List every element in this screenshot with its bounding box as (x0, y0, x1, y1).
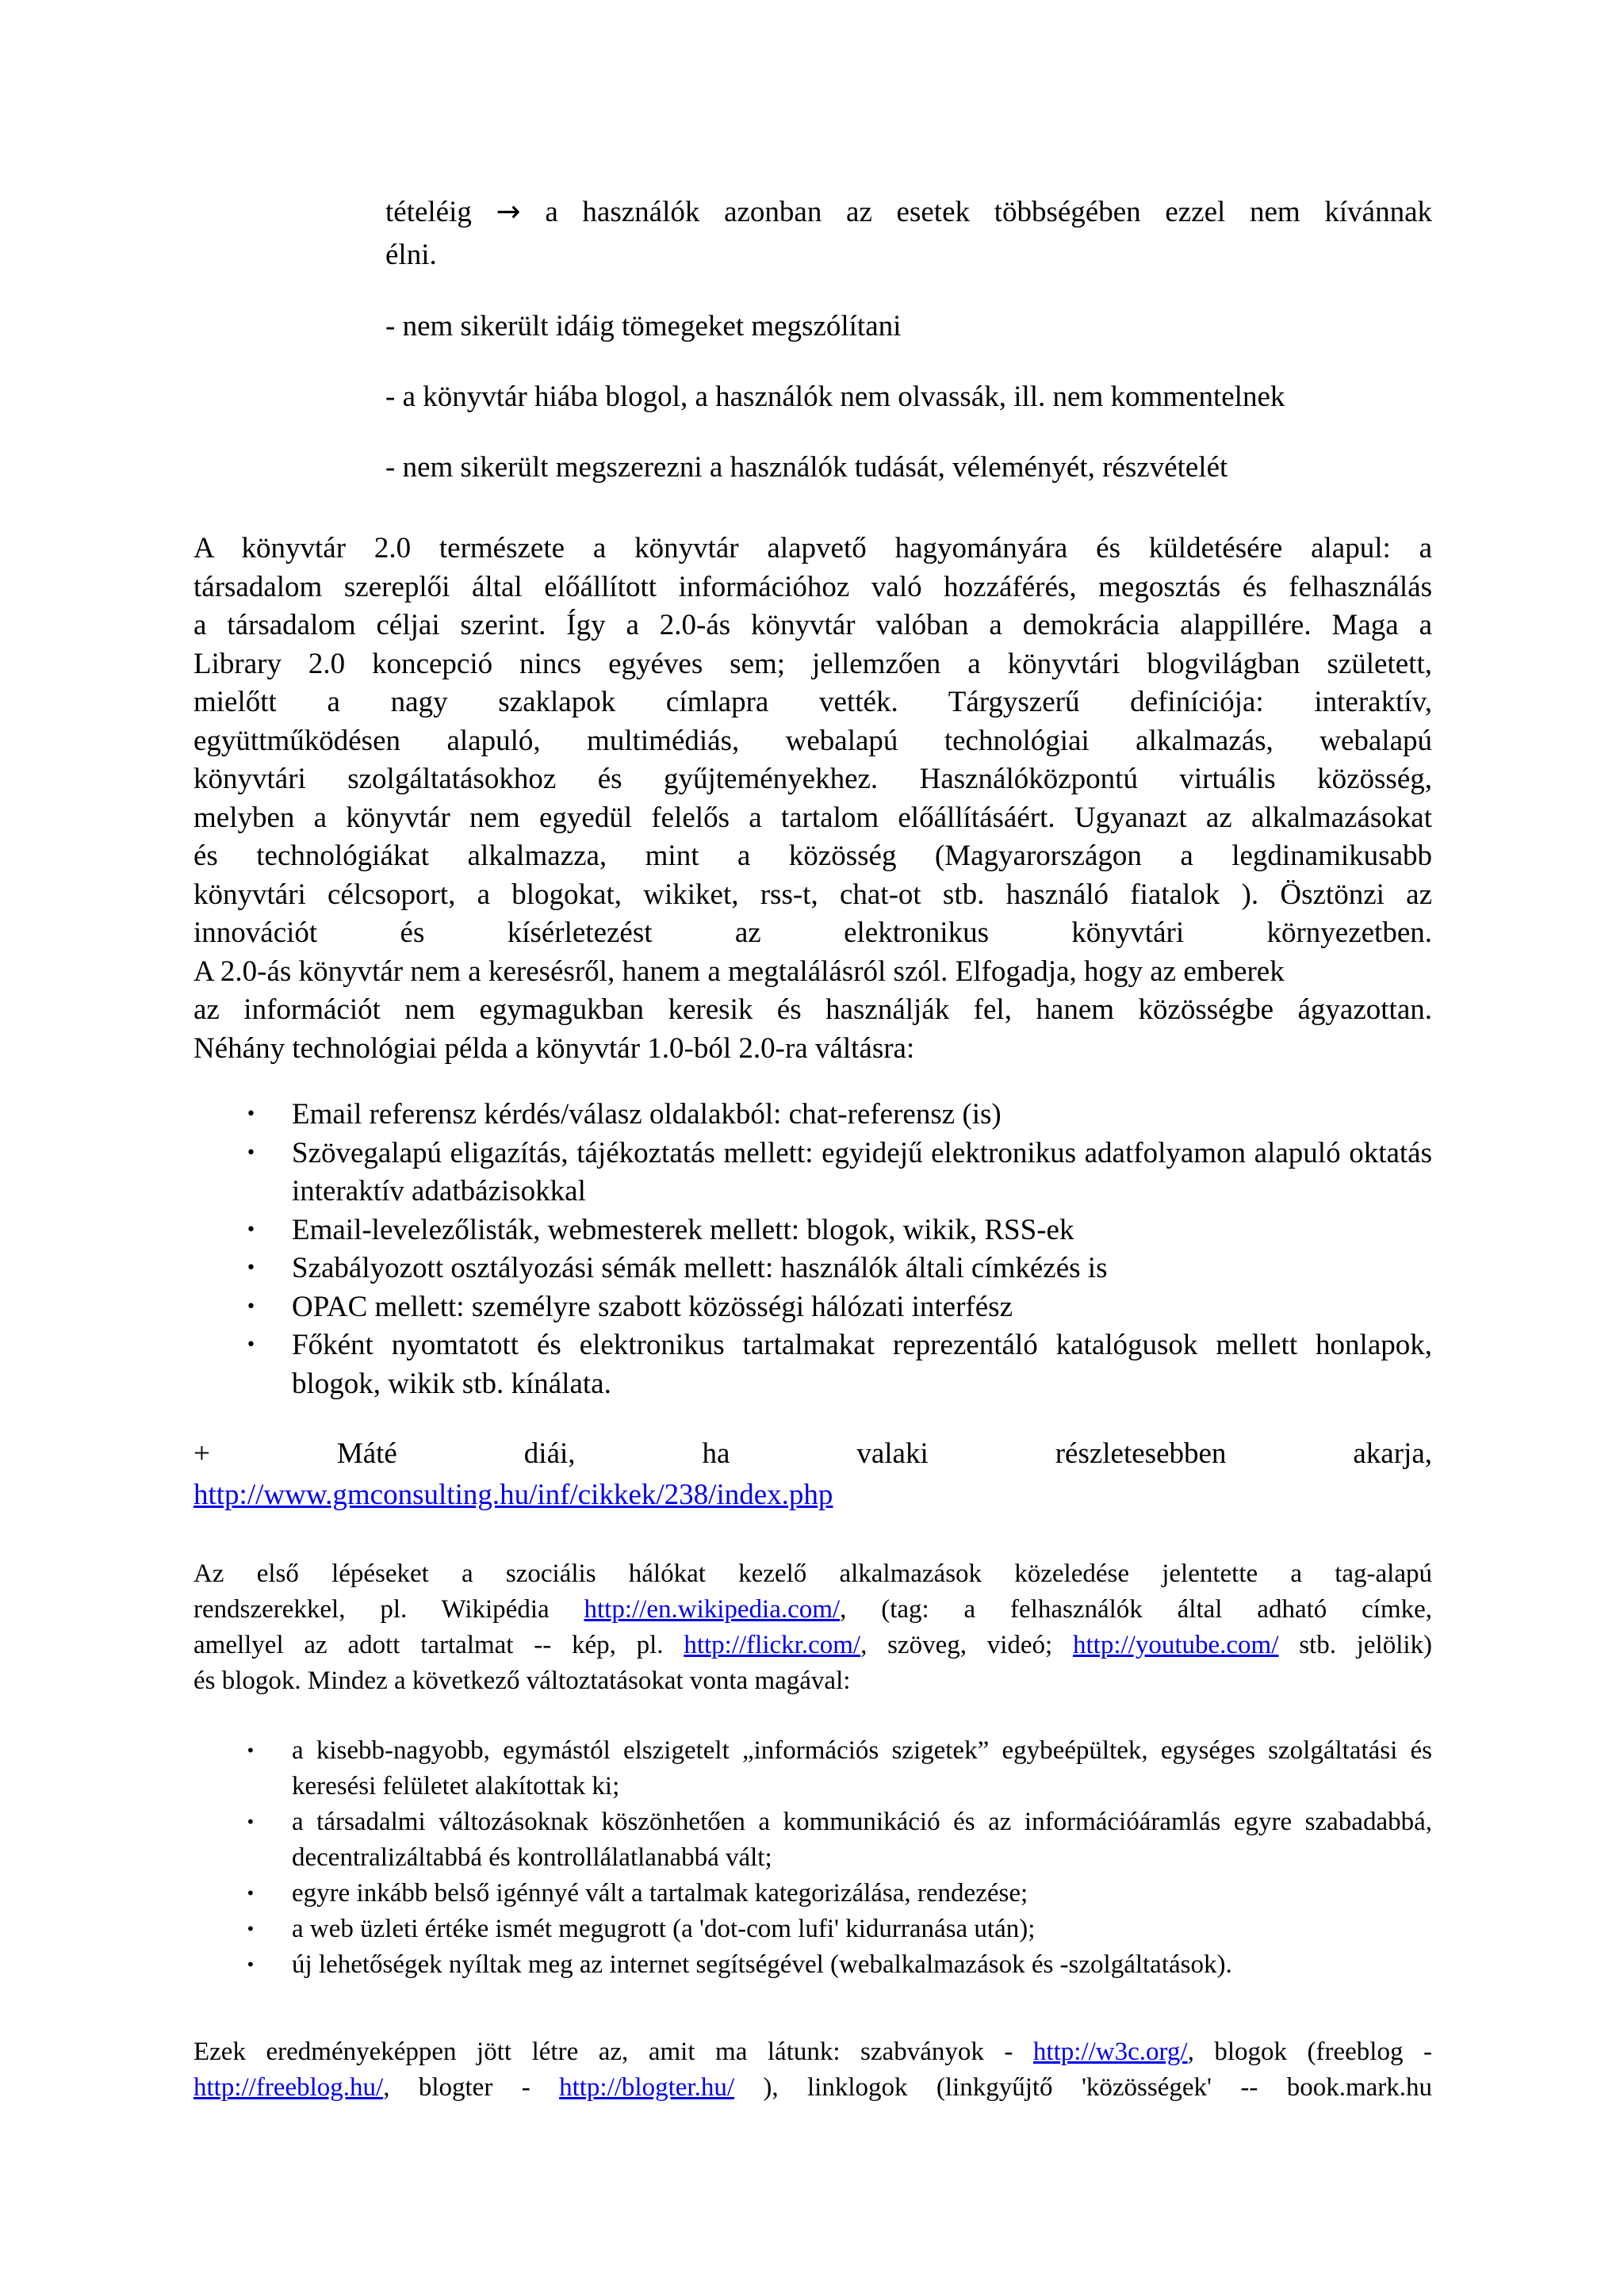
list-item: • a társadalmi változásoknak köszönhetően a kommunikáció és az információáramlás egyre szabadabbá, decentralizáltabbá és kontrollálatlanabbá vált; (193, 1804, 1432, 1876)
main-line: és technológiákat alkalmazza, mint a közösség (Magyarországon a legdinamikusabb (193, 840, 1432, 872)
list-item: • új lehetőségek nyíltak meg az internet segítségével (webalkalmazások és -szolgáltatások). (193, 1947, 1432, 1983)
small-line: Az első lépéseket a szociális hálókat kezelő alkalmazások közeledése jelentette a tag-alapú (193, 1559, 1432, 1588)
list-item: • Email-levelezőlisták, webmesterek mellett: blogok, wikik, RSS-ek (193, 1211, 1432, 1250)
main-line: Néhány technológiai példa a könyvtár 1.0-ból 2.0-ra váltásra: (193, 1031, 915, 1065)
main-paragraph (193, 530, 1432, 1068)
list-item: • a web üzleti értéke ismét megugrott (a 'dot-com lufi' kidurranása után); (193, 1911, 1432, 1947)
list-item: • Email referensz kérdés/válasz oldalakból: chat-referensz (is) (193, 1096, 1432, 1135)
bullet-icon: • (246, 1335, 256, 1355)
flickr-link[interactable]: http://flickr.com/ (684, 1631, 861, 1659)
small-line: rendszerekkel, pl. Wikipédia http://en.wikipedia.com/, (tag: a felhasználók által adható címke, (193, 1595, 1433, 1624)
list-item: • a kisebb-nagyobb, egymástól elszigetelt „információs szigetek” egybeépültek, egységes szolgáltatási és keresési felületet alakítottak ki; (193, 1733, 1432, 1804)
arrow-icon: → (496, 194, 521, 228)
bullet-icon: • (246, 1104, 256, 1124)
freeblog-link[interactable]: http://freeblog.hu/ (193, 2073, 384, 2102)
main-line: A 2.0-ás könyvtár nem a keresésről, hanem a megtalálásról szól. Elfogadja, hogy az emberek (193, 955, 1285, 988)
small-line: és blogok. Mindez a következő változtatásokat vonta magával: (193, 1667, 851, 1695)
bullet-icon: • (246, 1142, 256, 1163)
mate-text: + Máté diái, ha valaki részletesebben akarja, (193, 1437, 1432, 1470)
bullet-icon: • (246, 1884, 255, 1903)
main-line: könyvtári szolgáltatásokhoz és gyűjteményekhez. Használóközpontú virtuális közösség, (193, 763, 1432, 795)
list-item: • egyre inkább belső igénnyé vált a tartalmak kategorizálása, rendezése; (193, 1876, 1432, 1911)
final-line: Ezek eredményeképpen jött létre az, amit ma látunk: szabványok - http://w3c.org/, blogok (freeblog - (193, 2038, 1433, 2066)
w3c-link[interactable]: http://w3c.org/ (1032, 2038, 1188, 2066)
dash-item-3: - nem sikerült megszerezni a használók tudását, véleményét, részvételét (385, 451, 1228, 484)
list-item: • Szabályozott osztályozási sémák mellett: használók általi címkézés is (193, 1249, 1432, 1288)
main-line: A könyvtár 2.0 természete a könyvtár alapvető hagyományára és küldetésére alapul: a (193, 532, 1432, 564)
main-line: melyben a könyvtár nem egyedül felelős a tartalom előállításáért. Ugyanazt az alkalmazásokat (193, 801, 1432, 834)
bullet-icon: • (246, 1219, 256, 1240)
bullet-icon: • (246, 1741, 255, 1760)
small-line: amellyel az adott tartalmat -- kép, pl. http://flickr.com/, szöveg, videó; http://youtube.com/ stb. jelölik) (193, 1631, 1433, 1659)
bullet-icon: • (246, 1258, 256, 1278)
main-line: társadalom szereplői által előállított információhoz való hozzáférés, megosztás és felhasználás (193, 570, 1432, 603)
list-item: • Szövegalapú eligazítás, tájékoztatás mellett: egyidejű elektronikus adatfolyamon alapuló oktatás interaktív adatbázisokkal (193, 1135, 1432, 1211)
bullet-list-2 (193, 1733, 1432, 1983)
main-line: a társadalom céljai szerint. Így a 2.0-ás könyvtár valóban a demokrácia alappillére. Maga a (193, 609, 1432, 641)
main-line: együttműködésen alapuló, multimédiás, webalapú technológiai alkalmazás, webalapú (193, 724, 1432, 757)
bullet-icon: • (246, 1919, 255, 1938)
top-line-2: élni. (385, 239, 437, 271)
bullet-list-1 (193, 1096, 1432, 1403)
bullet-icon: • (246, 1955, 255, 1974)
youtube-link[interactable]: http://youtube.com/ (1073, 1631, 1279, 1659)
top-block (385, 190, 1432, 277)
wikipedia-link[interactable]: http://en.wikipedia.com/ (584, 1595, 841, 1624)
blogter-link[interactable]: http://blogter.hu/ (559, 2073, 734, 2102)
gmconsulting-link[interactable]: http://www.gmconsulting.hu/inf/cikkek/238/index.php (193, 1479, 833, 1511)
top-line-1: tételéig → a használók azonban az esetek többségében ezzel nem kívánnak (385, 194, 1433, 228)
final-line: http://freeblog.hu/, blogter - http://blogter.hu/ ), linklogok (linkgyűjtő 'közösségek' -- book.mark.hu (193, 2073, 1433, 2102)
dash-item-2: - a könyvtár hiába blogol, a használók nem olvassák, ill. nem kommentelnek (385, 381, 1285, 413)
final-paragraph (193, 2034, 1432, 2106)
bullet-icon: • (246, 1296, 256, 1317)
mate-paragraph (193, 1433, 1432, 1516)
bullet-icon: • (246, 1812, 255, 1831)
list-item: • OPAC mellett: személyre szabott közösségi hálózati interfész (193, 1288, 1432, 1327)
list-item: • Főként nyomtatott és elektronikus tartalmakat reprezentáló katalógusok mellett honlapok, blogok, wikik stb. kínálata. (193, 1326, 1432, 1403)
small-paragraph (193, 1556, 1432, 1699)
main-line: mielőtt a nagy szaklapok címlapra vették. Tárgyszerű definíciója: interaktív, (193, 686, 1432, 718)
dash-item-1: - nem sikerült idáig tömegeket megszólítani (385, 310, 902, 342)
main-line: Library 2.0 koncepció nincs egyéves sem; jellemzően a könyvtári blogvilágban született, (193, 647, 1432, 680)
main-line: innovációt és kísérletezést az elektronikus könyvtári környezetben. (193, 916, 1432, 949)
main-line: az információt nem egymagukban keresik és használják fel, hanem közösségbe ágyazottan. (193, 993, 1432, 1026)
main-line: könyvtári célcsoport, a blogokat, wikiket, rss-t, chat-ot stb. használó fiatalok ). Ösztönzi az (193, 878, 1432, 911)
